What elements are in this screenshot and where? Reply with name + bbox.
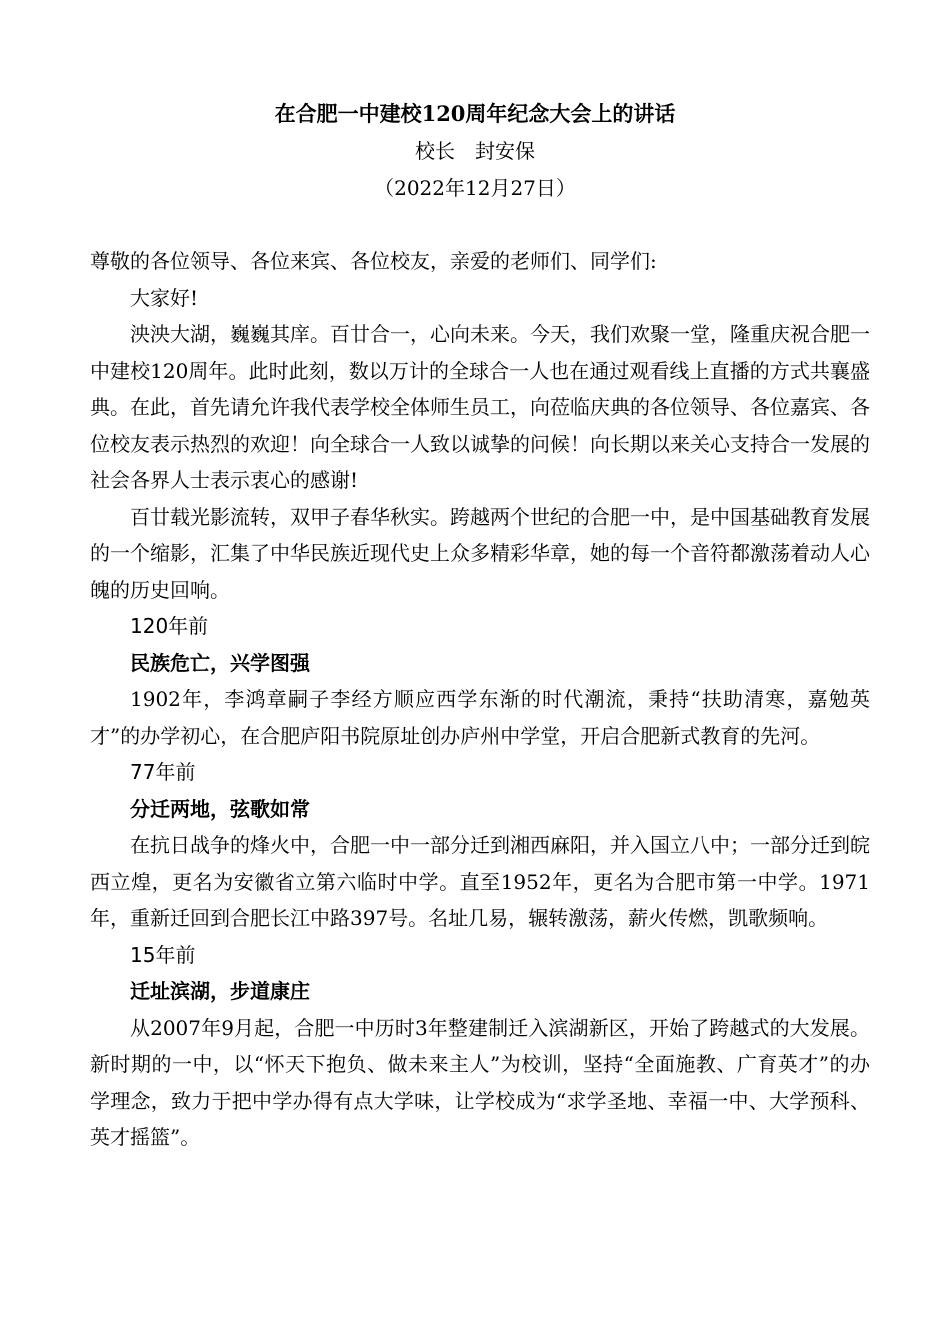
document-title: 在合肥一中建校120周年纪念大会上的讲话 <box>274 101 676 126</box>
document-date: （2022年12月27日） <box>374 176 576 200</box>
section-heading: 民族危亡，兴学图强 <box>130 650 310 675</box>
body-paragraph: 泱泱大湖，巍巍其庠。百廿合一，心向未来。今天，我们欢聚一堂，隆重庆祝合肥一中建校120周年。此时此刻，数以万计的全球合一人也在通过观看线上直播的方式共襄盛典。在此，首先请允许我代表学校全体师生员工，向莅临庆典的各位领导、各位嘉宾、各位校友表示热烈的欢迎！向全球合一人致以诚挚的问候！向长期以来关心支持合一发展的社会各界人士表示衷心的感谢! <box>90 322 870 492</box>
greeting: 大家好! <box>130 285 199 310</box>
section-heading: 分迁两地，弦歌如常 <box>130 796 310 821</box>
body-paragraph: 1902年，李鸿章嗣子李经方顺应西学东渐的时代潮流，秉持“扶助清寒，嘉勉英才”的办学初心，在合肥庐阳书院原址创办庐州中学堂，开启合肥新式教育的先河。 <box>90 687 870 748</box>
section-year: 120年前 <box>130 614 209 638</box>
section-year: 15年前 <box>130 942 196 967</box>
salutation: 尊敬的各位领导、各位来宾、各位校友，亲爱的老师们、同学们: <box>90 249 657 273</box>
document-author: 校长 封安保 <box>415 139 535 163</box>
body-paragraph: 在抗日战争的烽火中，合肥一中一部分迁到湘西麻阳，并入国立八中；一部分迁到皖西立煌，更名为安徽省立第六临时中学。直至1952年，更名为合肥市第一中学。1971年，重新迁回到合肥长江中路397号。名址几易，辗转激荡，薪火传燃，凯歌频响。 <box>90 833 870 930</box>
speech-body <box>90 243 870 1156</box>
body-paragraph: 从2007年9月起，合肥一中历时3年整建制迁入滨湖新区，开始了跨越式的大发展。新时期的一中，以“怀天下抱负、做未来主人”为校训，坚持“全面施教、广育英才”的办学理念，致力于把中学办得有点大学味，让学校成为“求学圣地、幸福一中、大学预科、英才摇篮”。 <box>90 1015 870 1149</box>
section-heading: 迁址滨湖，步道康庄 <box>130 979 310 1003</box>
body-paragraph: 百廿载光影流转，双甲子春华秋实。跨越两个世纪的合肥一中，是中国基础教育发展的一个缩影，汇集了中华民族近现代史上众多精彩华章，她的每一个音符都激荡着动人心魄的历史回响。 <box>90 504 870 602</box>
section-year: 77年前 <box>130 760 196 784</box>
